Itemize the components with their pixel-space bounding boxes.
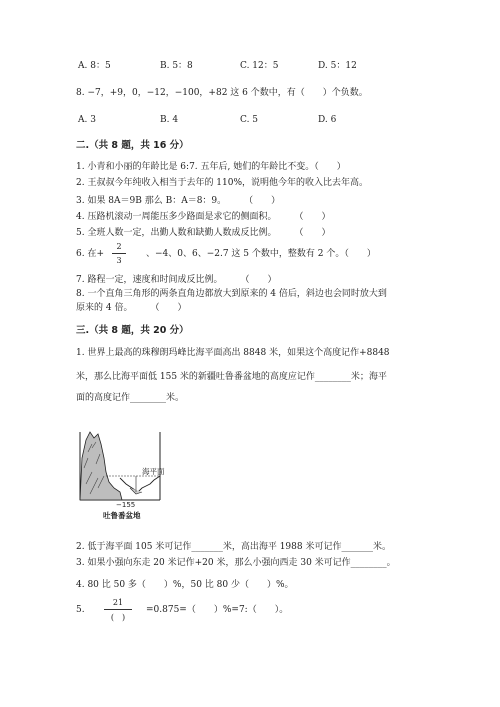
- tf-item-4: 4. 压路机滚动一周能压多少路面是求它的侧面积。 （ ）: [76, 212, 331, 222]
- depth-label: −155: [116, 501, 136, 509]
- fill-q3: 3. 如果小强向东走 20 米记作+20 米，那么小强向西走 30 米可记作________。: [76, 558, 396, 568]
- fraction-denominator: ( ): [110, 613, 126, 622]
- option-d: D. 5：12: [318, 61, 357, 71]
- fill-q1-line3: 面的高度记作________米。: [76, 393, 185, 403]
- tf-item-1: 1. 小青和小丽的年龄比是 6:7. 五年后, 她们的年龄比不变。（ ）: [76, 162, 346, 172]
- sea-level-figure: [76, 428, 176, 520]
- basin-label: 吐鲁番盆地: [103, 511, 141, 520]
- fill-q4: 4. 80 比 50 多（ ）%，50 比 80 少（ ）%。: [76, 580, 294, 590]
- fill-q1-line2: 米，那么比海平面低 155 米的新疆吐鲁番盆地的高度应记作________米；海平: [76, 372, 387, 382]
- fraction-numerator: 21: [112, 598, 124, 607]
- question-8: 8. −7，+9，0，−12，−100，+82 这 6 个数中，有（ ）个负数。: [76, 88, 368, 98]
- fraction-denominator: 3: [116, 256, 122, 265]
- tf-item-8-line2: 原来的 4 倍。 （ ）: [76, 303, 187, 313]
- fraction-bar: [112, 253, 126, 254]
- option-c: C. 12：5: [240, 61, 279, 71]
- fraction-numerator: 2: [116, 242, 122, 251]
- fill-q2: 2. 低于海平面 105 米可记作_______米，高出海平 1988 米可记作_______米。: [76, 542, 391, 552]
- section-3-heading: 三.（共 8 题，共 20 分）: [76, 325, 189, 336]
- option-d: D. 6: [318, 115, 337, 125]
- tf-item-2: 2. 王叔叔今年纯收入相当于去年的 110%，说明他今年的收入比去年高。: [76, 178, 369, 188]
- fraction-bar: [104, 609, 132, 610]
- tf-item-5: 5. 全班人数一定，出勤人数和缺勤人数成反比例。 （ ）: [76, 228, 331, 238]
- section-2-heading: 二.（共 8 题，共 16 分）: [76, 140, 189, 151]
- tf-item-6-suffix: 、−4、0、6、−2.7 这 5 个数中，整数有 2 个。（ ）: [146, 249, 376, 259]
- tf-item-3: 3. 如果 8A＝9B 那么 B：A＝8：9。 （ ）: [76, 196, 281, 206]
- sea-level-label: 海平面: [142, 467, 165, 476]
- option-a: A. 8：5: [78, 61, 111, 71]
- option-b: B. 4: [160, 115, 179, 125]
- option-c: C. 5: [240, 115, 259, 125]
- fill-q1-line1: 1. 世界上最高的珠穆朗玛峰比海平面高出 8848 米，如果这个高度记作+8848: [76, 348, 390, 358]
- fill-q5-suffix: =0.875=（ ）%=7:（ ）。: [146, 605, 289, 615]
- tf-item-6-prefix: 6. 在+: [76, 249, 104, 259]
- tf-item-8-line1: 8. 一个直角三角形的两条直角边都放大到原来的 4 倍后，斜边也会同时放大到: [76, 289, 387, 299]
- tf-item-7: 7. 路程一定，速度和时间成反比例。 （ ）: [76, 275, 277, 285]
- option-a: A. 3: [78, 115, 96, 125]
- option-b: B. 5：8: [160, 61, 193, 71]
- fill-q5-prefix: 5.: [76, 605, 85, 615]
